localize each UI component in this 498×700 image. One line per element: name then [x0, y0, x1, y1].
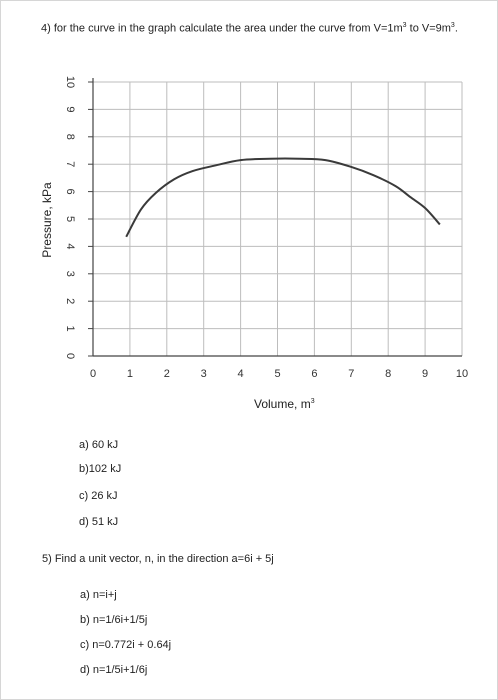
x-tick-label: 4: [237, 368, 244, 380]
q4-title-suffix: .: [454, 22, 458, 35]
y-tick-label: 5: [64, 215, 76, 223]
x-tick-label: 6: [311, 368, 318, 380]
q4-option-d[interactable]: d) 51 kJ: [79, 516, 119, 528]
y-tick-label: 0: [64, 352, 76, 360]
x-tick-label: 2: [163, 368, 170, 380]
y-tick-label: 8: [64, 133, 76, 140]
y-tick-label: 9: [64, 106, 76, 113]
x-tick-label: 8: [385, 368, 392, 380]
q4-title-exp-1: 3: [402, 22, 407, 29]
y-tick-label: 6: [64, 188, 76, 195]
q5-option-c[interactable]: c) n=0.772i + 0.64j: [80, 639, 172, 651]
q4-option-a[interactable]: a) 60 kJ: [79, 439, 119, 451]
q4-option-c[interactable]: c) 26 kJ: [79, 490, 118, 502]
x-axis-label: [254, 397, 315, 411]
y-tick-label: 3: [64, 270, 76, 277]
y-tick-label: 2: [64, 298, 76, 305]
x-tick-label: 9: [422, 368, 429, 380]
y-tick-label: 4: [64, 243, 76, 250]
question-5-title: 5) Find a unit vector, n, in the direction a=6i + 5j: [42, 553, 274, 565]
pressure-curve: [126, 159, 440, 237]
x-tick-label: 10: [455, 368, 469, 380]
x-tick-label: 1: [126, 368, 133, 380]
x-tick-label: 7: [348, 368, 355, 380]
y-tick-label: 1: [64, 325, 76, 332]
y-tick-label: 7: [64, 161, 76, 168]
q5-option-b[interactable]: b) n=1/6i+1/5j: [80, 614, 148, 626]
q4-title-prefix: 4) for the curve in the graph calculate the area under the curve from V=1m: [41, 22, 403, 35]
q4-title-exp-2: 3: [450, 22, 455, 29]
q5-option-a[interactable]: a) n=i+j: [80, 589, 117, 601]
x-axis-label-text: Volume, m: [254, 397, 311, 411]
y-axis-label: Pressure, kPa: [40, 182, 54, 258]
x-tick-label: 5: [274, 368, 281, 380]
q5-option-d[interactable]: d) n=1/5i+1/6j: [80, 664, 148, 676]
x-axis-label-exp: 3: [310, 398, 315, 405]
x-tick-label: 3: [200, 368, 207, 380]
q4-title-mid: to V=9m: [406, 22, 451, 35]
y-tick-label: 10: [64, 75, 76, 89]
x-tick-label: 0: [89, 368, 97, 380]
q4-option-b[interactable]: b)102 kJ: [79, 463, 122, 475]
